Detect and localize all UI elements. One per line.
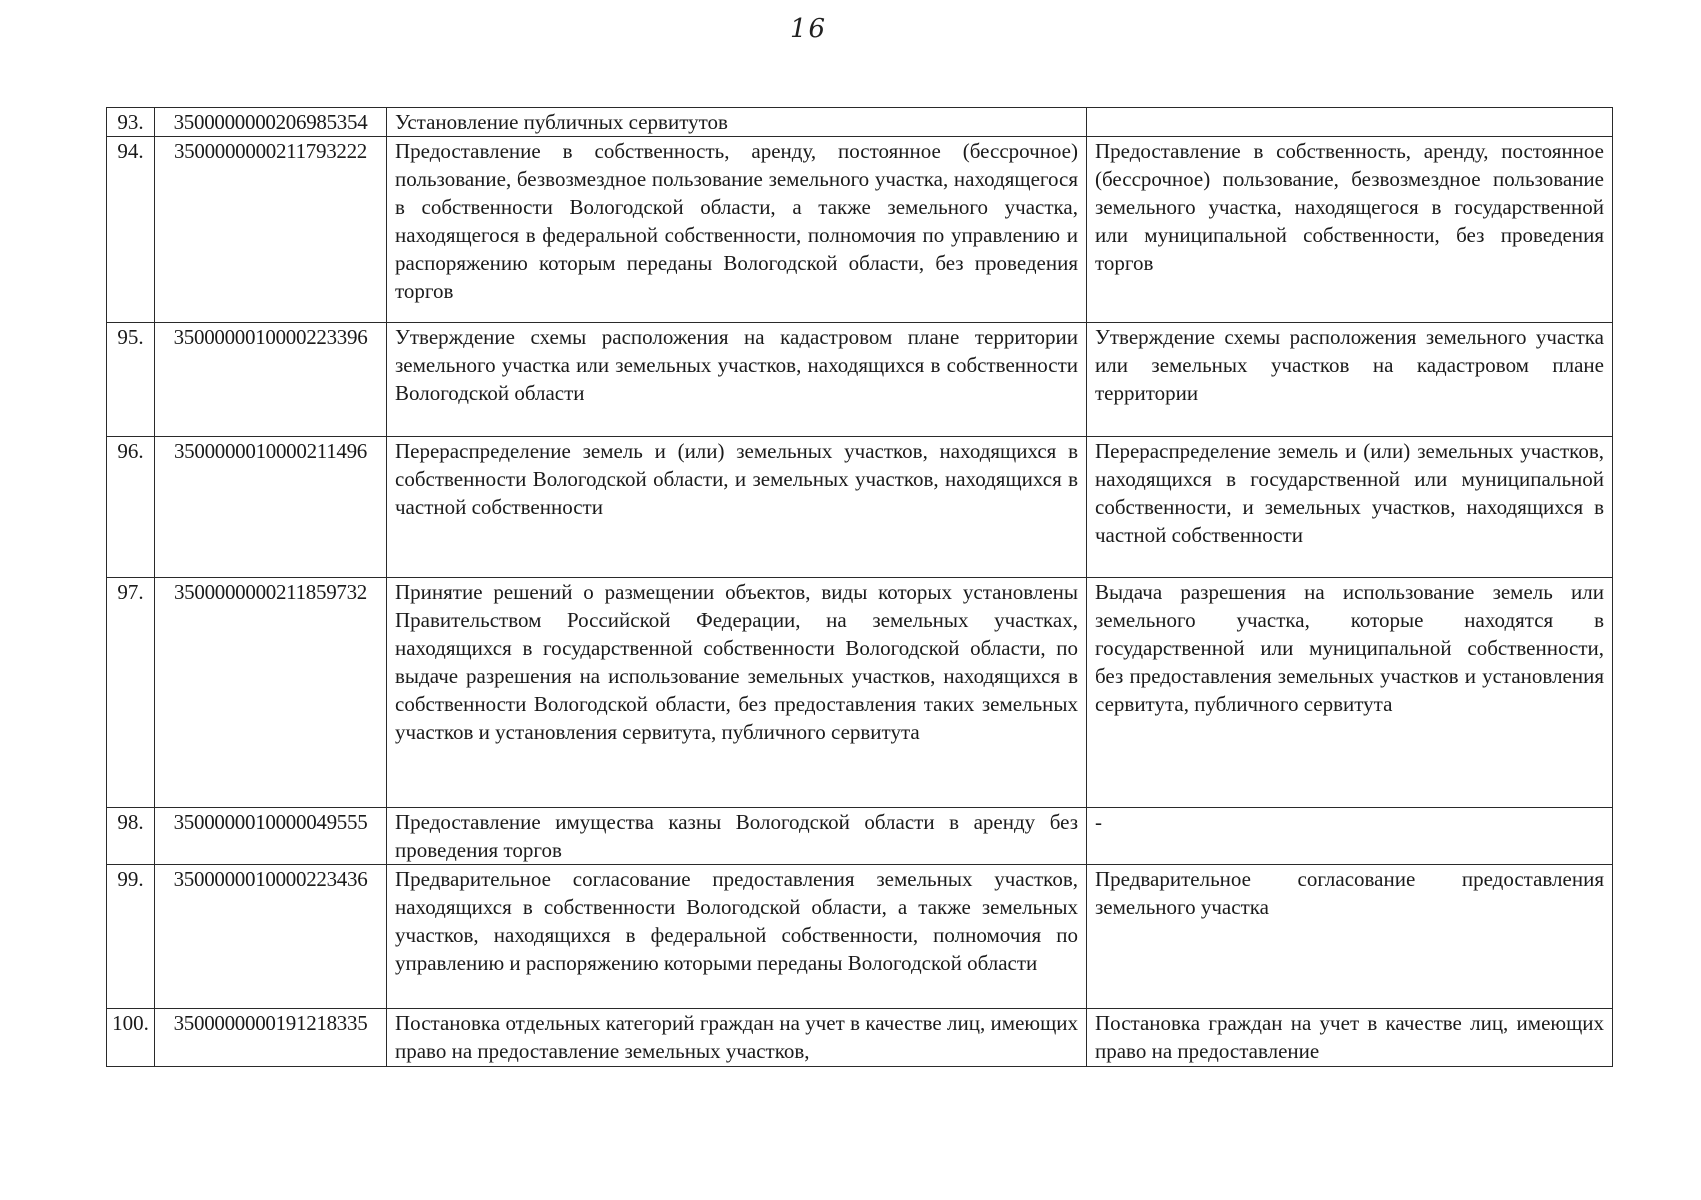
service-code: 3500000010000049555 (155, 808, 387, 865)
table-row (107, 578, 1613, 808)
typical-service-name: Перераспределение земель и (или) земельных участков, находящихся в государственной или муниципальной собственности, и земельных участков, находящихся в частной собственности (1087, 437, 1613, 578)
table-row (107, 1009, 1613, 1067)
table-row (107, 865, 1613, 1009)
service-code: 3500000000211859732 (155, 578, 387, 808)
typical-service-name: Утверждение схемы расположения земельного участка или земельных участков на кадастровом плане территории (1087, 323, 1613, 437)
service-code: 3500000000211793222 (155, 137, 387, 323)
page-number: 16 (790, 14, 828, 44)
typical-service-name: Выдача разрешения на использование земель или земельного участка, которые находятся в государственной или муниципальной собственности, без предоставления земельных участков и установления сервитута, публичного сервитута (1087, 578, 1613, 808)
regional-service-name: Установление публичных сервитутов (387, 108, 1087, 137)
regional-service-name: Предоставление имущества казны Вологодской области в аренду без проведения торгов (387, 808, 1087, 865)
service-code: 3500000000206985354 (155, 108, 387, 137)
regional-service-name: Предварительное согласование предоставления земельных участков, находящихся в собственности Вологодской области, а также земельных участков, находящихся в федеральной собственности, полномочия по управлению и распоряжению которыми переданы Вологодской области (387, 865, 1087, 1009)
typical-service-name: Постановка граждан на учет в качестве лиц, имеющих право на предоставление (1087, 1009, 1613, 1067)
row-number: 97. (107, 578, 155, 808)
typical-service-name: Предоставление в собственность, аренду, постоянное (бессрочное) пользование, безвозмездное пользование земельного участка, находящегося в государственной или муниципальной собственности, без проведения торгов (1087, 137, 1613, 323)
typical-service-name: - (1087, 808, 1613, 865)
table-row (107, 137, 1613, 323)
row-number: 95. (107, 323, 155, 437)
table-row (107, 108, 1613, 137)
regional-service-name: Предоставление в собственность, аренду, постоянное (бессрочное) пользование, безвозмездное пользование земельного участка, находящегося в собственности Вологодской области, а также земельного участка, находящегося в федеральной собственности, полномочия по управлению и распоряжению которым переданы Вологодской области, без проведения торгов (387, 137, 1087, 323)
typical-service-name: Предварительное согласование предоставления земельного участка (1087, 865, 1613, 1009)
row-number: 99. (107, 865, 155, 1009)
row-number: 98. (107, 808, 155, 865)
row-number: 100. (107, 1009, 155, 1067)
typical-service-name (1087, 108, 1613, 137)
regional-service-name: Постановка отдельных категорий граждан на учет в качестве лиц, имеющих право на предоставление земельных участков, (387, 1009, 1087, 1067)
row-number: 94. (107, 137, 155, 323)
table-row (107, 437, 1613, 578)
row-number: 93. (107, 108, 155, 137)
table-row (107, 323, 1613, 437)
table-row (107, 808, 1613, 865)
service-code: 3500000010000223396 (155, 323, 387, 437)
regional-service-name: Утверждение схемы расположения на кадастровом плане территории земельного участка или земельных участков, находящихся в собственности Вологодской области (387, 323, 1087, 437)
service-code: 3500000000191218335 (155, 1009, 387, 1067)
regional-service-name: Перераспределение земель и (или) земельных участков, находящихся в собственности Вологодской области, и земельных участков, находящихся в частной собственности (387, 437, 1087, 578)
service-code: 3500000010000223436 (155, 865, 387, 1009)
services-registry-table (106, 107, 1613, 1067)
service-code: 3500000010000211496 (155, 437, 387, 578)
row-number: 96. (107, 437, 155, 578)
regional-service-name: Принятие решений о размещении объектов, виды которых установлены Правительством Российской Федерации, на земельных участках, находящихся в государственной собственности Вологодской области, по выдаче разрешения на использование земельных участков, находящихся в собственности Вологодской области, без предоставления таких земельных участков и установления сервитута, публичного сервитута (387, 578, 1087, 808)
